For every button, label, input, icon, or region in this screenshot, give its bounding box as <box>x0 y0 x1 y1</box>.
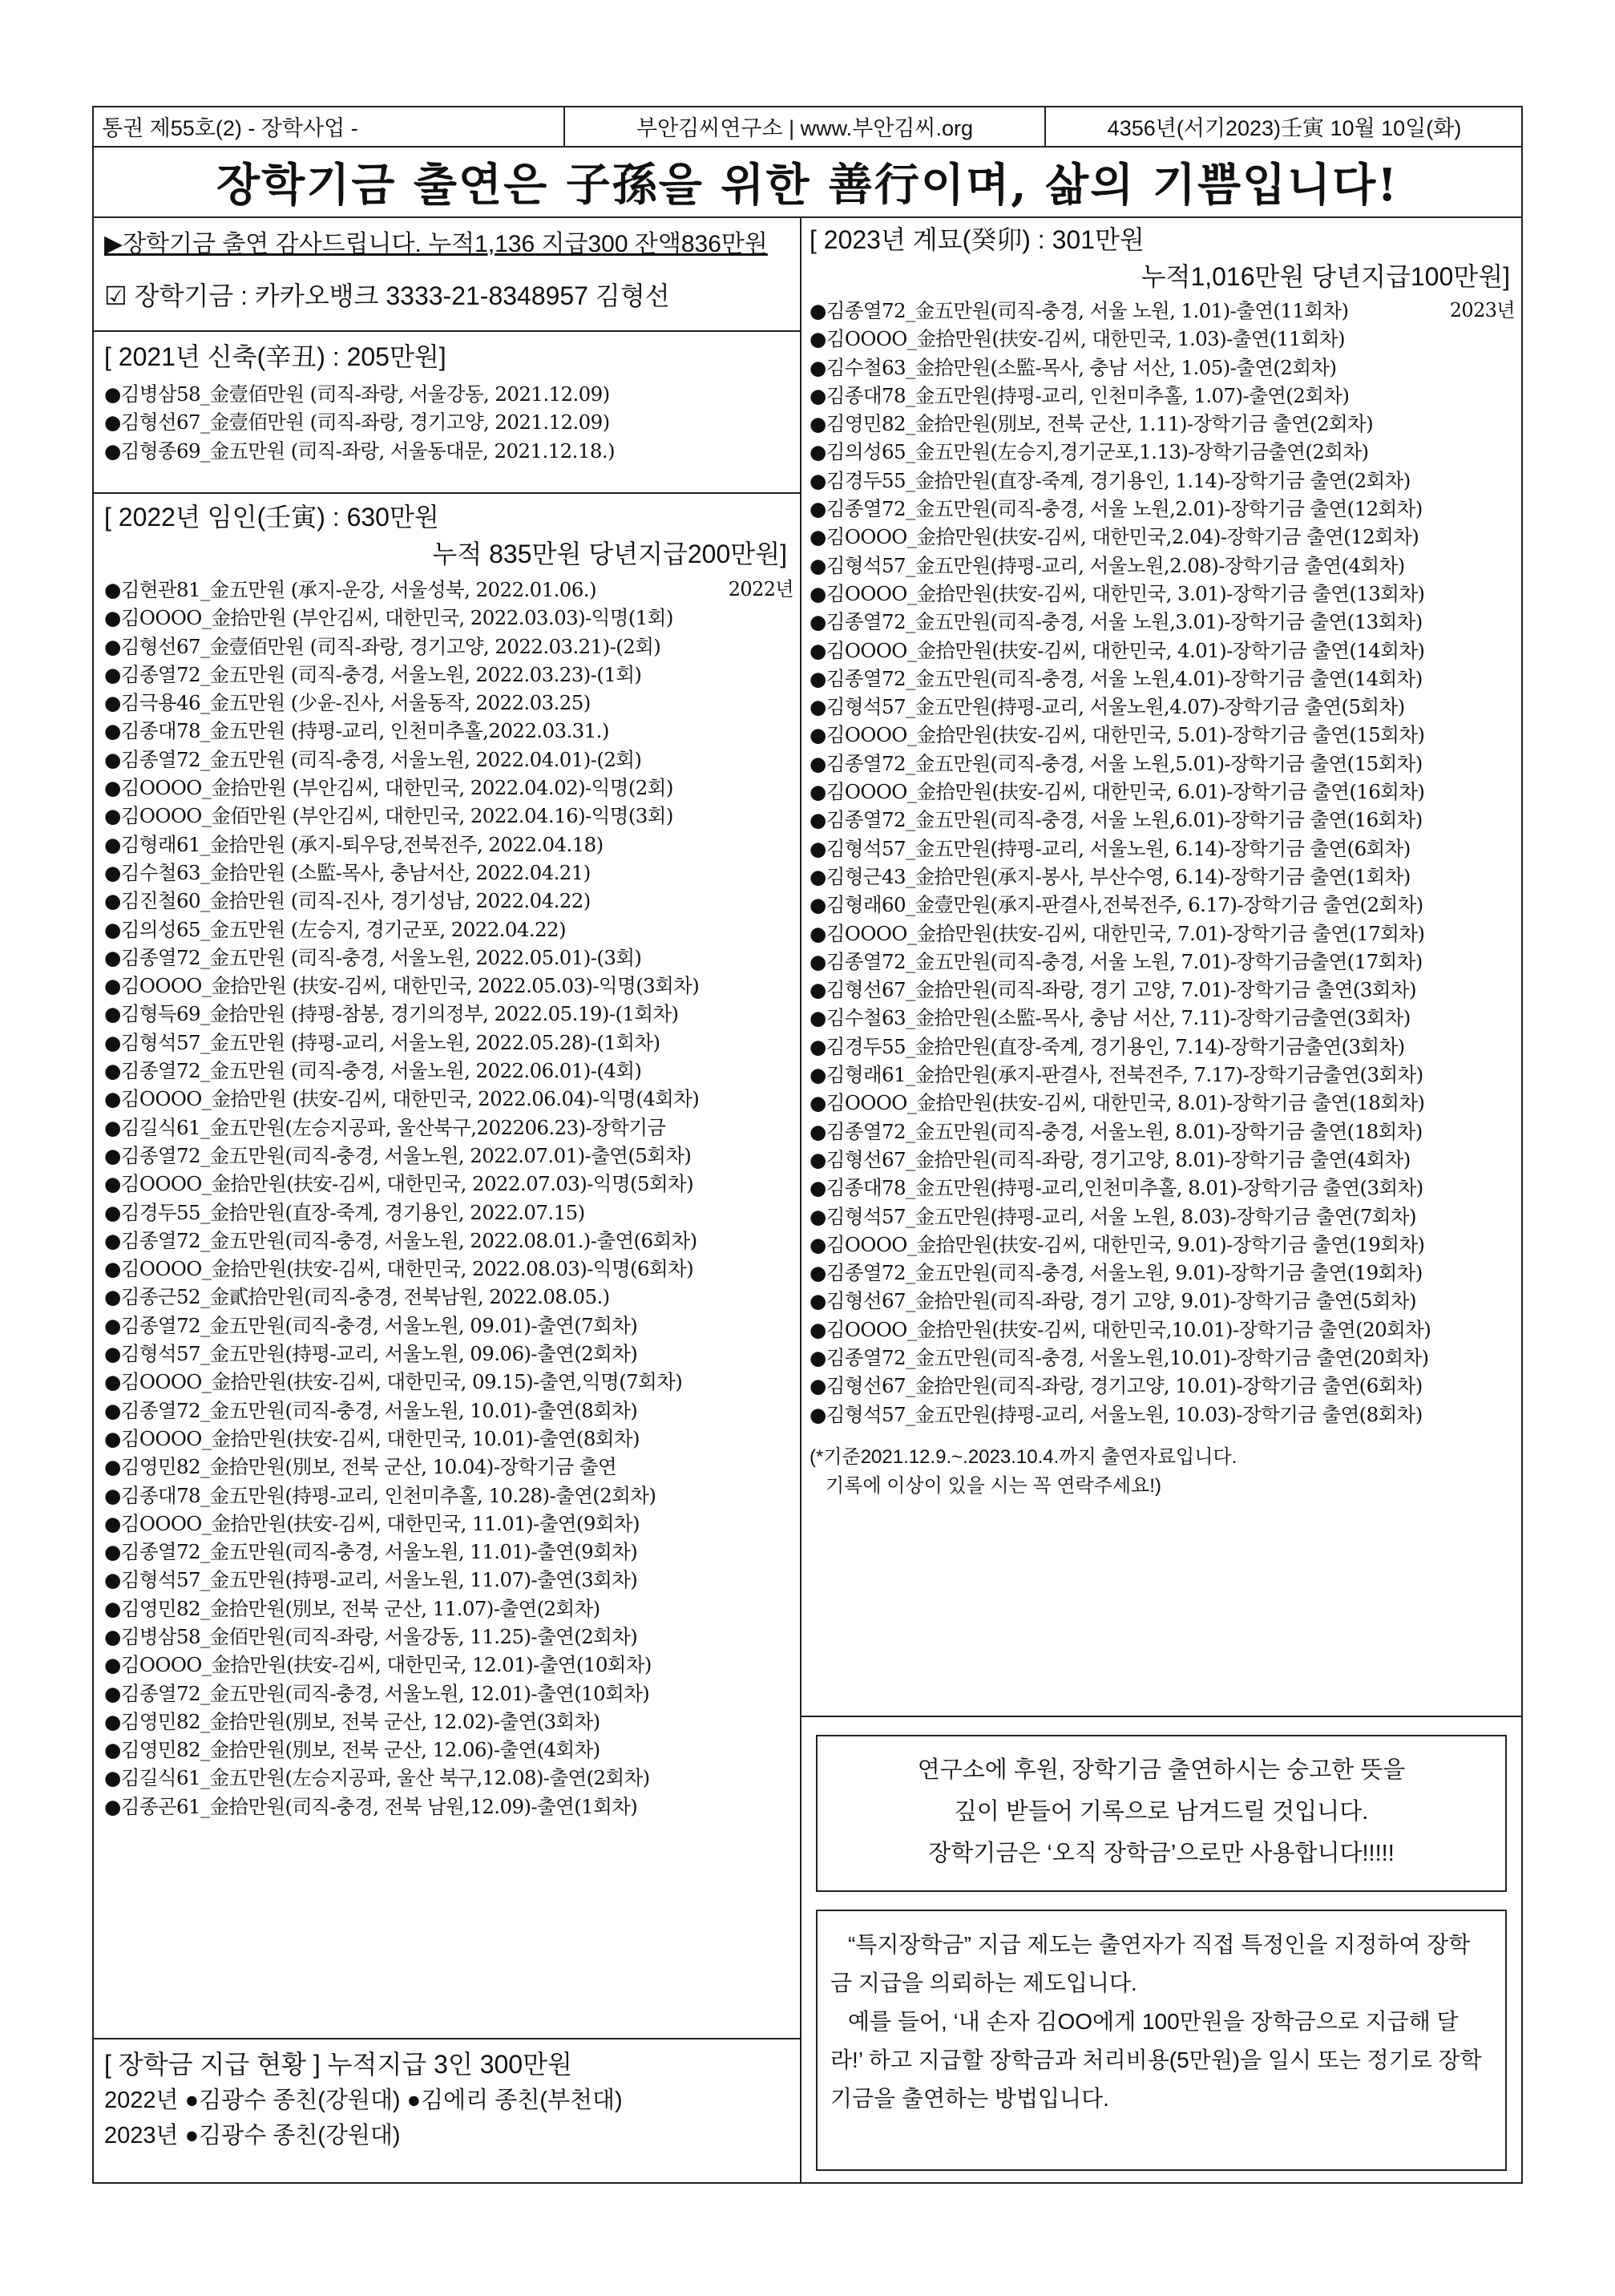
donor-entry: ●김종열72_金五만원(司직-충경, 서울 노원,2.01)-장학기금 출연(12회차) <box>810 497 1423 521</box>
donor-entry: ●김수철63_金拾만원(소監-목사, 충남 서산, 1.05)-출연(2회차) <box>810 355 1337 379</box>
list-item <box>104 1595 793 1623</box>
donor-entry: ●김영민82_金拾만원(別보, 전북 군산, 1.11)-장학기금 출연(2회차) <box>810 412 1374 436</box>
issue-date: 4356년(서기2023)壬寅 10월 10일(화) <box>1107 115 1462 140</box>
list-item <box>810 1033 1515 1061</box>
list-item <box>104 859 793 887</box>
list-item <box>104 1764 793 1792</box>
special-scholarship-example: 예를 들어, ‘내 손자 김OO에게 100만원을 장학금으로 지급해 달라!’ 하고 지급할 장학금과 처리비용(5만원)을 일시 또는 정기로 장학기금을 출연하는 방법입니다. <box>830 2009 1482 2111</box>
list-item <box>104 689 793 717</box>
list-item <box>810 1174 1515 1202</box>
donor-entry: ●김형선67_金拾만원(司직-좌랑, 경기 고양, 7.01)-장학기금 출연(3회차) <box>810 978 1416 1002</box>
section-2023-heading: [ 2023년 계묘(癸卯) : 301만원 <box>810 225 1145 254</box>
donor-entry: ●김OOOO_金拾만원(扶安-김씨, 대한민국, 10.01)-출연(8회차) <box>104 1426 640 1450</box>
donor-entry: ●김영민82_金拾만원(別보, 전북 군산, 11.07)-출연(2회차) <box>104 1596 600 1620</box>
donor-entry: ●김형석57_金五만원(持평-교리, 서울노원, 11.07)-출연(3회차) <box>104 1568 638 1592</box>
donor-entry: ●김형득69_金拾만원 (持평-참봉, 경기의정부, 2022.05.19)-(1회차) <box>104 1002 679 1026</box>
donor-entry: ●김경두55_金拾만원(直장-죽계, 경기용인, 2022.07.15) <box>104 1200 585 1224</box>
notice-line: 연구소에 후원, 장학기금 출연하시는 숭고한 뜻을 <box>917 1757 1406 1783</box>
donor-entry: ●김의성65_金五만원 (左승지, 경기군포, 2022.04.22) <box>104 917 566 941</box>
list-item <box>104 1453 793 1481</box>
donor-entry: ●김OOOO_金拾만원(扶安-김씨, 대한민국, 11.01)-출연(9회차) <box>104 1511 640 1535</box>
section-2023 <box>810 221 1515 1501</box>
list-item <box>104 1000 793 1028</box>
list-item <box>810 948 1515 976</box>
list-item <box>810 920 1515 948</box>
list-item <box>810 580 1515 608</box>
list-item <box>104 887 793 915</box>
donor-entry: ●김형래60_金壹만원(承지-판결사,전북전주, 6.17)-장학기금 출연(2회차) <box>810 893 1423 917</box>
donor-entry: ●김OOOO_金拾만원(扶安-김씨, 대한민국, 2022.08.03)-익명(6회차) <box>104 1257 694 1281</box>
donor-entry: ●김OOOO_金佰만원 (부안김씨, 대한민국, 2022.04.16)-익명(3회) <box>104 804 673 828</box>
list-item <box>104 1170 793 1198</box>
special-scholarship-box <box>816 1910 1507 2171</box>
list-item <box>810 495 1515 523</box>
donor-entry: ●김길식61_金五만원(左승지공파, 울산북구,202206.23)-장학기금 <box>104 1115 666 1139</box>
donor-entry: ●김형근43_金拾만원(承지-봉사, 부산수영, 6.14)-장학기금 출연(1회차) <box>810 864 1411 888</box>
donor-entry: ●김형선67_金壹佰만원 (司직-좌랑, 경기고양, 2022.03.21)-(2회) <box>104 634 661 658</box>
donor-entry: ●김영민82_金拾만원(別보, 전북 군산, 12.06)-출연(4회차) <box>104 1738 600 1762</box>
list-item <box>104 1057 793 1085</box>
donor-entry: ●김영민82_金拾만원(別보, 전북 군산, 10.04)-장학기금 출연 <box>104 1455 617 1479</box>
list-item <box>810 467 1515 495</box>
payments-2023: 2023년 ●김광수 종친(강원대) <box>104 2123 401 2148</box>
donor-list-2022 <box>104 576 793 1821</box>
list-item <box>810 1401 1515 1429</box>
payments-heading: [ 장학금 지급 현황 ] 누적지급 3인 300만원 <box>104 2050 572 2079</box>
list-item <box>810 863 1515 891</box>
page-title: 장학기금 출연은 子孫을 위한 善行이며, 삶의 기쁨입니다! <box>92 148 1523 218</box>
donor-entry: ●김OOOO_金拾만원 (扶安-김씨, 대한민국, 2022.05.03)-익명(3회차) <box>104 974 700 998</box>
list-item <box>104 916 793 944</box>
donor-list-2021 <box>104 380 793 465</box>
donor-entry: ●김OOOO_金拾만원(扶安-김씨, 대한민국, 2022.07.03)-익명(5회차) <box>104 1172 694 1196</box>
list-item <box>104 1538 793 1566</box>
issue-number: 통권 제55호(2) - 장학사업 - <box>92 106 565 146</box>
list-item <box>104 1312 793 1340</box>
list-item <box>810 552 1515 580</box>
donor-entry: ●김극용46_金五만원 (少윤-진사, 서울동작, 2022.03.25) <box>104 691 591 715</box>
note-line: 기록에 이상이 있을 시는 꼭 연락주세요!) <box>826 1474 1161 1497</box>
scholarship-payments <box>104 2046 793 2153</box>
list-item <box>104 1510 793 1538</box>
list-item <box>104 746 793 774</box>
list-item <box>810 1004 1515 1032</box>
list-item <box>810 410 1515 438</box>
donor-entry: ●김종열72_金五만원(司직-충경, 서울노원, 11.01)-출연(9회차) <box>104 1540 638 1564</box>
donor-entry: ●김길식61_金五만원(左승지공파, 울산 북구,12.08)-출연(2회차) <box>104 1766 650 1790</box>
donor-entry: ●김종열72_金五만원(司직-충경, 서울노원, 2022.07.01)-출연(5회차) <box>104 1143 692 1167</box>
donor-entry: ●김병삼58_金佰만원(司직-좌랑, 서울강동, 11.25)-출연(2회차) <box>104 1624 638 1648</box>
list-item <box>104 831 793 859</box>
donor-entry: ●김종대78_金五만원 (持평-교리, 인천미추홀,2022.03.31.) <box>104 719 609 743</box>
list-item: ●김형선67_金壹佰만원 (司직-좌랑, 경기고양, 2021.12.09) <box>104 410 610 435</box>
list-item <box>810 1203 1515 1231</box>
list-item <box>810 1372 1515 1400</box>
list-item <box>810 523 1515 551</box>
donor-entry: ●김형선67_金拾만원(司직-좌랑, 경기고양, 8.01)-장학기금 출연(4회차) <box>810 1147 1411 1171</box>
donor-entry: ●김OOOO_金拾만원(扶安-김씨, 대한민국, 6.01)-장학기금 출연(16회차) <box>810 780 1425 804</box>
list-item <box>810 750 1515 778</box>
donor-entry: ●김종열72_金五만원(司직-충경, 서울노원, 9.01)-장학기금 출연(19회차) <box>810 1261 1423 1285</box>
section-2022-subheading: 누적 835만원 당년지급200만원] <box>432 540 787 568</box>
list-item <box>810 1061 1515 1089</box>
divider-line <box>800 1716 1523 1717</box>
donor-entry: ●김형석57_金五만원(持평-교리, 서울노원, 09.06)-출연(2회차) <box>104 1342 638 1366</box>
donor-entry: ●김종열72_金五만원(司직-충경, 서울 노원,6.01)-장학기금 출연(16회차) <box>810 808 1423 832</box>
donor-entry: ●김OOOO_金拾만원 (부안김씨, 대한민국, 2022.04.02)-익명(2회) <box>104 776 673 800</box>
list-item <box>104 944 793 972</box>
section-2021-heading: [ 2021년 신축(辛丑) : 205만원] <box>104 342 446 371</box>
support-notice-box <box>816 1735 1507 1892</box>
list-item <box>810 1118 1515 1146</box>
list-item <box>810 637 1515 665</box>
donor-entry: ●김종열72_金五만원(司직-충경, 서울 노원,4.01)-장학기금 출연(14회차) <box>810 666 1423 690</box>
list-item <box>104 1651 793 1679</box>
list-item <box>810 1316 1515 1344</box>
donor-entry: ●김OOOO_金拾만원(扶安-김씨, 대한민국, 8.01)-장학기금 출연(18회차) <box>810 1091 1425 1115</box>
donor-entry: ●김종근52_金貳拾만원(司직-충경, 전북남원, 2022.08.05.) <box>104 1285 610 1309</box>
masthead <box>92 106 1523 148</box>
donor-entry: ●김종열72_金五만원(司직-충경, 서울 노원, 1.01)-출연(11회차) <box>810 299 1349 322</box>
donor-entry: ●김OOOO_金拾만원(扶安-김씨, 대한민국, 3.01)-장학기금 출연(13회차) <box>810 581 1425 605</box>
list-item <box>104 1566 793 1594</box>
list-item <box>810 382 1515 410</box>
donor-entry: ●김형래61_金拾만원(承지-판결사, 전북전주, 7.17)-장학기금출연(3회차) <box>810 1063 1423 1087</box>
payments-2022: 2022년 ●김광수 종친(강원대) ●김에리 종친(부천대) <box>104 2088 623 2113</box>
list-item <box>810 608 1515 636</box>
section-2021 <box>104 338 793 465</box>
list-item <box>810 1146 1515 1174</box>
data-note <box>810 1443 1515 1501</box>
organization-link[interactable]: 부안김씨연구소 | www.부안김씨.org <box>565 106 1046 146</box>
donor-entry: ●김OOOO_金拾만원(扶安-김씨, 대한민국, 5.01)-장학기금 출연(15회차) <box>810 723 1425 747</box>
donor-entry: ●김종열72_金五만원 (司직-충경, 서울노원, 2022.03.23)-(1회) <box>104 662 642 686</box>
list-item <box>810 976 1515 1004</box>
donor-entry: ●김OOOO_金拾만원(扶安-김씨, 대한민국, 9.01)-장학기금 출연(19회차) <box>810 1232 1425 1256</box>
donor-entry: ●김종열72_金五만원(司직-충경, 서울 노원, 7.01)-장학기금출연(17회차) <box>810 949 1423 973</box>
donor-entry: ●김종대78_金五만원(持평-교리, 인천미추홀, 10.28)-출연(2회차) <box>104 1483 656 1507</box>
list-item <box>810 325 1515 353</box>
list-item <box>810 354 1515 382</box>
notice-line: 장학기금은 ‘오직 장학금’으로만 사용합니다!!!!! <box>928 1841 1395 1866</box>
section-2023-subheading: 누적1,016만원 당년지급100만원] <box>1141 262 1510 291</box>
donor-entry: ●김종열72_金五만원(司직-충경, 서울노원, 12.01)-출연(10회차) <box>104 1681 650 1705</box>
note-line: (*기준2021.12.9.~.2023.10.4.까지 출연자료입니다. <box>810 1445 1237 1468</box>
donor-entry: ●김종곤61_金拾만원(司직-충경, 전북 남원,12.09)-출연(1회차) <box>104 1794 638 1818</box>
list-item <box>810 297 1515 325</box>
list-item <box>104 1227 793 1255</box>
list-item <box>104 633 793 661</box>
list-item <box>104 1085 793 1113</box>
donor-entry: ●김형석57_金五만원(持평-교리, 서울노원,4.07)-장학기금 출연(5회차) <box>810 695 1405 719</box>
list-item <box>104 1114 793 1142</box>
donor-entry: ●김형석57_金五만원(持평-교리, 서울 노원, 8.03)-장학기금 출연(7회차) <box>810 1204 1416 1228</box>
list-item <box>810 806 1515 834</box>
divider-line <box>92 330 800 332</box>
donor-entry: ●김종열72_金五만원 (司직-충경, 서울노원, 2022.05.01)-(3회) <box>104 945 642 969</box>
list-item <box>810 1089 1515 1117</box>
list-item <box>104 1793 793 1821</box>
donor-entry: ●김OOOO_金拾만원(扶安-김씨, 대한민국, 4.01)-장학기금 출연(14회차) <box>810 638 1425 662</box>
donor-entry: ●김종열72_金五만원(司직-충경, 서울노원, 8.01)-장학기금 출연(18회차) <box>810 1119 1423 1143</box>
section-2022-heading: [ 2022년 임인(壬寅) : 630만원 <box>104 503 439 532</box>
donor-entry: ●김종열72_金五만원(司직-충경, 서울노원, 10.01)-출연(8회차) <box>104 1398 638 1422</box>
donor-entry: ●김영민82_金拾만원(別보, 전북 군산, 12.02)-출연(3회차) <box>104 1709 600 1733</box>
year-label: 2023년 <box>1449 299 1515 321</box>
list-item <box>810 721 1515 749</box>
donor-entry: ●김수철63_金拾만원(소監-목사, 충남 서산, 7.11)-장학기금출연(3회차) <box>810 1006 1411 1030</box>
donor-entry: ●김형석57_金五만원(持평-교리, 서울노원,2.08)-장학기금 출연(4회차) <box>810 553 1405 577</box>
donor-entry: ●김형선67_金拾만원(司직-좌랑, 경기 고양, 9.01)-장학기금 출연(5회차) <box>810 1289 1416 1313</box>
donor-entry: ●김OOOO_金拾만원 (부안김씨, 대한민국, 2022.03.03)-익명(1회) <box>104 606 673 630</box>
list-item <box>104 1481 793 1510</box>
list-item <box>104 1397 793 1425</box>
notice-line: 깊이 받들어 기록으로 남겨드릴 것입니다. <box>954 1799 1369 1825</box>
donor-entry: ●김의성65_金五만원(左승지,경기군포,1.13)-장학기금출연(2회차) <box>810 440 1369 464</box>
list-item <box>104 576 793 604</box>
list-item <box>810 1231 1515 1259</box>
list-item <box>104 661 793 689</box>
thanks-block <box>104 226 793 313</box>
donor-entry: ●김종대78_金五만원(持평-교리, 인천미추홀, 1.07)-출연(2회차) <box>810 383 1350 407</box>
donor-entry: ●김진철60_金拾만원 (司직-진사, 경기성남, 2022.04.22) <box>104 889 591 913</box>
donor-entry: ●김OOOO_金拾만원(扶安-김씨, 대한민국, 12.01)-출연(10회차) <box>104 1653 652 1677</box>
donor-entry: ●김OOOO_金拾만원(扶安-김씨, 대한민국, 09.15)-출연,익명(7회차) <box>104 1370 683 1394</box>
list-item <box>810 891 1515 919</box>
list-item <box>810 693 1515 721</box>
donor-entry: ●김종대78_金五만원(持평-교리,인천미추홀, 8.01)-장학기금 출연(3회차) <box>810 1176 1423 1200</box>
list-item <box>104 1736 793 1764</box>
list-item <box>810 835 1515 863</box>
list-item <box>104 1199 793 1227</box>
list-item <box>104 972 793 1000</box>
donor-entry: ●김OOOO_金拾만원(扶安-김씨, 대한민국, 7.01)-장학기금 출연(17회차) <box>810 921 1425 945</box>
list-item <box>104 1283 793 1311</box>
donor-entry: ●김수철63_金拾만원 (소監-목사, 충남서산, 2022.04.21) <box>104 860 591 884</box>
donor-entry: ●김경두55_金拾만원(直장-죽계, 경기용인, 1.14)-장학기금 출연(2회차) <box>810 468 1411 492</box>
donor-entry: ●김형석57_金五만원(持평-교리, 서울노원, 6.14)-장학기금 출연(6회차) <box>810 836 1411 860</box>
donor-entry: ●김경두55_金拾만원(直장-죽계, 경기용인, 7.14)-장학기금출연(3회차) <box>810 1034 1405 1058</box>
list-item <box>104 1368 793 1396</box>
list-item <box>810 1344 1515 1372</box>
donor-entry: ●김형석57_金五만원 (持평-교리, 서울노원, 2022.05.28)-(1회차) <box>104 1030 660 1054</box>
column-divider <box>800 218 801 2184</box>
donor-entry: ●김종열72_金五만원(司직-충경, 서울노원, 09.01)-출연(7회차) <box>104 1313 638 1337</box>
donor-entry: ●김종열72_金五만원 (司직-충경, 서울노원, 2022.04.01)-(2회) <box>104 747 642 771</box>
list-item <box>104 1680 793 1708</box>
donor-entry: ●김현관81_金五만원 (承지-운강, 서울성북, 2022.01.06.) <box>104 578 596 601</box>
special-scholarship-text: “특지장학금” 지급 제도는 출연자가 직접 특정인을 지정하여 장학금 지급을 의뢰하는 제도입니다. <box>830 1932 1471 1995</box>
list-item <box>810 665 1515 693</box>
list-item <box>104 802 793 830</box>
list-item <box>104 604 793 632</box>
year-label: 2022년 <box>728 578 793 600</box>
list-item <box>810 1259 1515 1287</box>
divider-line <box>92 492 800 494</box>
list-item <box>104 1255 793 1283</box>
account-line: ☑ 장학기금 : 카카오뱅크 3333-21-8348957 김형선 <box>104 281 670 310</box>
list-item <box>104 1340 793 1368</box>
list-item <box>104 1029 793 1057</box>
list-item <box>104 1425 793 1453</box>
list-item <box>104 717 793 745</box>
donor-entry: ●김OOOO_金拾만원(扶安-김씨, 대한민국,2.04)-장학기금 출연(12회차) <box>810 525 1419 549</box>
list-item: ●김형종69_金五만원 (司직-좌랑, 서울동대문, 2021.12.18.) <box>104 439 615 463</box>
donor-entry: ●김형래61_金拾만원 (承지-퇴우당,전북전주, 2022.04.18) <box>104 832 604 856</box>
list-item <box>810 778 1515 806</box>
donor-list-2023 <box>810 297 1515 1429</box>
donor-entry: ●김형석57_金五만원(持평-교리, 서울노원, 10.03)-장학기금 출연(8회차) <box>810 1402 1423 1426</box>
donor-entry: ●김종열72_金五만원(司직-충경, 서울 노원,5.01)-장학기금 출연(15회차) <box>810 751 1423 775</box>
donor-entry: ●김종열72_金五만원(司직-충경, 서울노원,10.01)-장학기금 출연(20회차) <box>810 1345 1429 1369</box>
donor-entry: ●김종열72_金五만원(司직-충경, 서울노원, 2022.08.01.)-출연(6회차) <box>104 1228 697 1252</box>
divider-line <box>92 2038 800 2039</box>
donor-entry: ●김형선67_金拾만원(司직-좌랑, 경기고양, 10.01)-장학기금 출연(6회차) <box>810 1374 1423 1398</box>
list-item <box>104 1623 793 1651</box>
donor-entry: ●김OOOO_金拾만원(扶安-김씨, 대한민국, 1.03)-출연(11회차) <box>810 327 1345 351</box>
section-2022 <box>104 499 793 1821</box>
list-item <box>104 1708 793 1736</box>
thanks-line: ▶장학기금 출연 감사드립니다. 누적1,136 지급300 잔액836만원 <box>104 231 768 257</box>
donor-entry: ●김OOOO_金拾만원 (扶安-김씨, 대한민국, 2022.06.04)-익명(4회차) <box>104 1087 700 1111</box>
list-item <box>104 774 793 802</box>
list-item: ●김병삼58_金壹佰만원 (司직-좌랑, 서울강동, 2021.12.09) <box>104 382 610 406</box>
donor-entry: ●김OOOO_金拾만원(扶安-김씨, 대한민국,10.01)-장학기금 출연(20회차) <box>810 1317 1431 1341</box>
donor-entry: ●김종열72_金五만원(司직-충경, 서울 노원,3.01)-장학기금 출연(13회차) <box>810 610 1423 634</box>
list-item <box>810 438 1515 466</box>
list-item <box>810 1287 1515 1315</box>
list-item <box>104 1142 793 1170</box>
donor-entry: ●김종열72_金五만원 (司직-충경, 서울노원, 2022.06.01)-(4회) <box>104 1059 642 1083</box>
